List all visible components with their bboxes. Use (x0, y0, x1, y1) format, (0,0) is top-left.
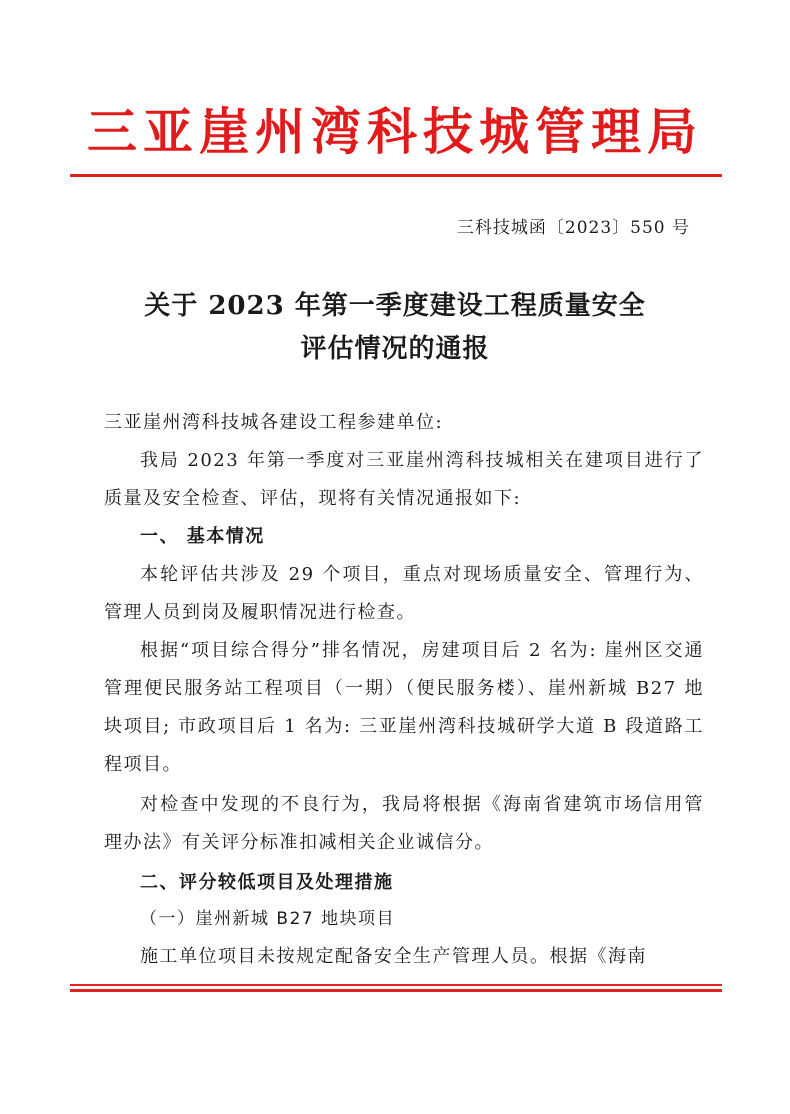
section-2-subheading-1: （一）崖州新城 B27 地块项目 (140, 909, 396, 929)
document-number: 三科技城函〔2023〕550 号 (456, 218, 690, 238)
section-1-paragraph-1: 本轮评估共涉及 29 个项目，重点对现场质量安全、管理行为、管理人员到岗及履职情况进行检查。 (104, 564, 704, 623)
header-red-rule (70, 174, 722, 177)
intro-paragraph: 我局 2023 年第一季度对三亚崖州湾科技城相关在建项目进行了质量及安全检查、评估，现将有关情况通报如下: (104, 450, 704, 509)
organization-header: 三亚崖州湾科技城管理局 (87, 103, 703, 161)
section-1-paragraph-3: 对检查中发现的不良行为，我局将根据《海南省建筑市场信用管理办法》有关评分标准扣减相关企业诚信分。 (104, 794, 704, 853)
section-2-paragraph-1: 施工单位项目未按规定配备安全生产管理人员。根据《海南 (140, 946, 647, 967)
document-title-line-2: 评估情况的通报 (300, 334, 490, 364)
footer-red-rule-thin (70, 984, 722, 986)
document-title-line-1: 关于 2023 年第一季度建设工程质量安全 (144, 291, 646, 321)
footer-red-rule-thick (70, 989, 722, 992)
section-1-paragraph-2: 根据“项目综合得分”排名情况，房建项目后 2 名为: 崖州区交通管理便民服务站工程项目（一期）（便民服务楼）、崖州新城 B27 地块项目; 市政项目后 1 名为: 三亚崖州湾科技城研学大道 B 段道路工程项目。 (104, 640, 704, 775)
section-2-heading: 二、评分较低项目及处理措施 (140, 872, 394, 893)
section-1-heading: 一、 基本情况 (140, 526, 265, 547)
salutation: 三亚崖州湾科技城各建设工程参建单位: (104, 412, 444, 433)
